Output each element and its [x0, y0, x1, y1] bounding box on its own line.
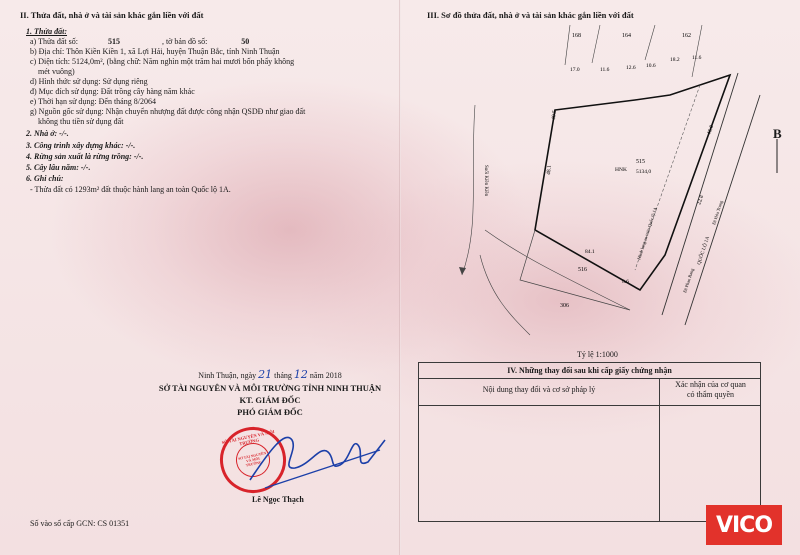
- road-phan-rang-label: Đi Phan Rang: [682, 267, 695, 294]
- stamp-center-text: SỞ TÀI NGUYÊN VÀ MÔI TRƯỜNG: [237, 451, 267, 468]
- dim-3: 12.6: [626, 65, 636, 71]
- parcel-162-label: 162: [682, 33, 691, 39]
- note-1: - Thửa đất có 1293m² đất thuộc hành lang an toàn Quốc lộ 1A.: [30, 185, 231, 194]
- parcel-area-label: 5134,0: [636, 169, 652, 175]
- place-date-prefix: Ninh Thuận, ngày: [198, 371, 257, 380]
- table-divider-top: [419, 378, 760, 379]
- dim-6: 11.6: [692, 55, 702, 61]
- parcel-label: a) Thửa đất số:: [30, 37, 78, 46]
- vico-watermark-logo: VICO: [706, 505, 782, 545]
- parcel-164-label: 164: [622, 33, 631, 39]
- dim-11: 22.8: [696, 194, 706, 206]
- signature-scribble: [240, 410, 390, 500]
- area-line-1: c) Diện tích: 5124,0m², (bằng chữ: Năm nghìn một trăm hai mươi bốn phẩy không: [30, 57, 295, 66]
- origin-line-2: không thu tiền sử dụng đất: [38, 117, 124, 126]
- map-label: , tờ bản đồ số:: [161, 37, 208, 46]
- north-arrow-icon: [770, 135, 784, 175]
- dim-10: 84.1: [585, 249, 595, 255]
- date-year: năm 2018: [309, 371, 342, 380]
- address-line: b) Địa chỉ: Thôn Kiền Kiền 1, xã Lợi Hải, huyện Thuận Bắc, tỉnh Ninh Thuận: [30, 47, 280, 56]
- road-hoa-trung-label: Đi Hòa Trung: [711, 199, 724, 226]
- signer-role-1: KT. GIÁM ĐỐC: [239, 395, 301, 405]
- issuing-org: SỞ TÀI NGUYÊN VÀ MÔI TRƯỜNG TỈNH NINH THUẬN: [158, 383, 382, 393]
- changes-table: [418, 362, 761, 522]
- house-line: 2. Nhà ở: -/-.: [26, 129, 69, 138]
- perennial-line: 5. Cây lâu năm: -/-.: [26, 163, 91, 172]
- map-scale: Tỷ lệ 1:1000: [577, 350, 618, 359]
- dim-8: 46.8: [706, 124, 716, 136]
- dim-9: 40.5: [551, 110, 558, 121]
- registry-number: Số vào sổ cấp GCN: CS 01351: [30, 519, 130, 528]
- parcel-516-label: 516: [578, 267, 587, 273]
- highway-label: QUỐC LỘ 1A: [697, 236, 712, 266]
- area-line-2: mét vuông): [38, 67, 75, 76]
- dim-7: 48.1: [546, 165, 553, 176]
- stream-label: Suối Kiền Kiền: [483, 165, 488, 197]
- land-type-label: HNK: [615, 167, 627, 173]
- land-heading: 1. Thửa đất:: [26, 27, 68, 36]
- signer-name: Lê Ngọc Thạch: [252, 495, 304, 504]
- usage-form: d) Hình thức sử dụng: Sử dụng riêng: [30, 77, 148, 86]
- map-number: 50: [241, 37, 250, 46]
- section-iii-title: III. Sơ đồ thửa đất, nhà ở và tài sản khác gắn liền với đất: [427, 10, 634, 20]
- date-month-word: tháng: [274, 371, 292, 380]
- dim-1: 17.0: [570, 67, 580, 73]
- parcel-168-label: 168: [572, 33, 581, 39]
- column-confirmation-1: Xác nhận của cơ quan: [675, 380, 746, 389]
- column-change-content: Nội dung thay đổi và cơ sở pháp lý: [482, 385, 596, 394]
- corridor-label: Hành lang an toàn Quốc lộ 1A: [636, 206, 658, 261]
- forest-line: 4. Rừng sản xuất là rừng trồng: -/-.: [26, 152, 144, 161]
- parcel-306-label: 306: [560, 303, 569, 309]
- parcel-line: [30, 37, 249, 47]
- dim-5: 18.2: [670, 57, 680, 63]
- north-indicator: B: [773, 126, 782, 141]
- section-ii-title: II. Thửa đất, nhà ở và tài sản khác gắn liền với đất: [20, 10, 204, 20]
- date-month: 12: [293, 368, 308, 381]
- construction-line: 3. Công trình xây dựng khác: -/-.: [26, 141, 136, 150]
- usage-purpose: đ) Mục đích sử dụng: Đất trồng cây hàng năm khác: [30, 87, 195, 96]
- dim-12: 8.6: [622, 279, 629, 285]
- land-plot-diagram: [400, 25, 770, 345]
- changes-title: IV. Những thay đổi sau khi cấp giấy chứng nhận: [507, 366, 672, 375]
- table-divider-header: [419, 405, 760, 406]
- dim-4: 10.6: [646, 63, 656, 69]
- parcel-number: 515: [107, 37, 120, 46]
- stamp-ring-text: SỞ TÀI NGUYÊN VÀ MÔI TRƯỜNG: [221, 428, 275, 447]
- place-date: [150, 368, 390, 381]
- notes-heading: 6. Ghi chú:: [26, 174, 64, 183]
- dim-2: 11.6: [600, 67, 610, 73]
- usage-term: e) Thời hạn sử dụng: Đến tháng 8/2064: [30, 97, 156, 106]
- signer-role-2: PHÓ GIÁM ĐỐC: [237, 407, 303, 417]
- origin-line-1: g) Nguồn gốc sử dụng: Nhận chuyển nhượng đất được công nhận QSDĐ như giao đất: [30, 107, 306, 116]
- column-confirmation-2: có thẩm quyền: [686, 390, 735, 399]
- date-day: 21: [258, 368, 273, 381]
- parcel-515-label: 515: [636, 159, 645, 165]
